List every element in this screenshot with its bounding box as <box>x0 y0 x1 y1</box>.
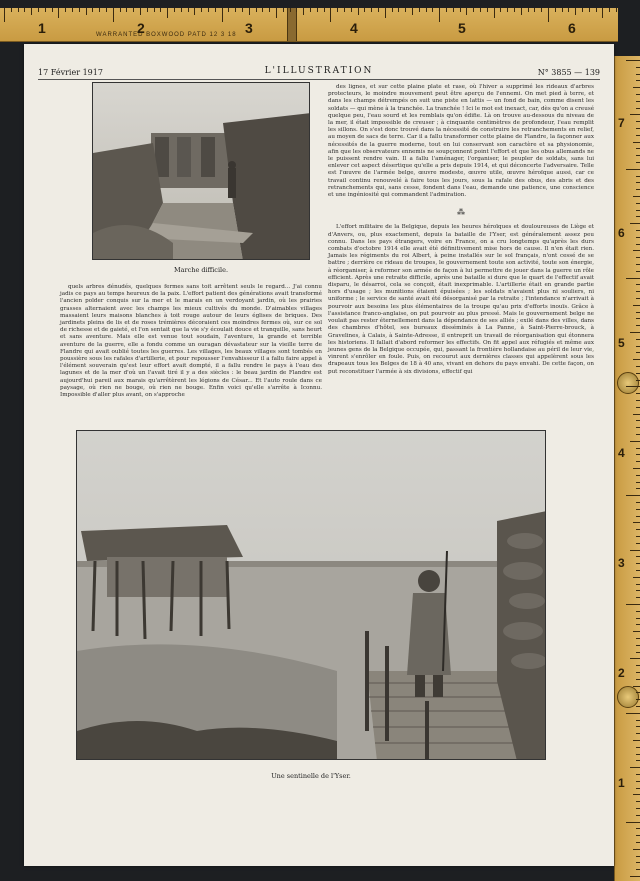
ruler-tick <box>633 142 640 143</box>
paragraph: des lignes, et sur cette plaine plate et rase, où l'hiver a supprimé les rideaux d'arbres protecteurs, le moindre mouvement peut être aperçu de l'ennemi. On met pied à terre, et dans les champs détrempés on suit une piste en lattis — un fond de bain, comme disent les soldats — qui mène à la tranchée. La tranchée ! Ici le mot est inexact, car, dès qu'on a creusé quelque peu, l'eau sourd et les remblais qu'on édifie. Là on trouve au-dessous du niveau de la mer, il était impossible de creuser ; à cinquante centimètres de profondeur, l'eau remplit les sillons. On s'est donc trouvé dans la nécessité de construire les retranchements en relief, au moyen de sacs de terre. Car il a fallu transformer cette plaine de Flandre, la façonner aux nécessités de la guerre moderne, tout en lui conservant son caractère et sa physionomie, afin que les observateurs ennemis ne soupçonnent point l'effort et que les obus allemands ne le puissent rendre vain. Il a fallu l'aménager, l'organiser, le peupler de soldats, sans lui enlever cet aspect désertique qu'elle a pris depuis 1914, et qui déconcerte l'adversaire. Telle est l'œuvre de l'armée belge, œuvre modeste, œuvre utile, œuvre héroïque aussi, car ce travail continu renouvelé à faire tous les jours, sous la rafale des obus, des abris et des retranchements qui, sans cesse, fondent dans l'eau, demande une patience, une conscience et une ingéniosité qui commandent l'admiration. <box>328 84 594 199</box>
ruler-tick <box>633 87 640 88</box>
ruler-tick <box>99 8 100 12</box>
ruler-tick <box>154 8 155 12</box>
top-ruler <box>0 8 618 42</box>
ruler-tick <box>473 8 474 12</box>
ruler-tick <box>514 8 515 12</box>
ruler-tick <box>636 536 640 537</box>
journal-title: L'ILLUSTRATION <box>264 66 374 76</box>
ruler-tick <box>344 8 345 12</box>
ruler-tick <box>596 8 597 12</box>
ruler-hinge <box>287 8 297 42</box>
ruler-tick <box>633 631 640 632</box>
ruler-tick <box>636 94 640 95</box>
ruler-tick <box>633 305 640 306</box>
ruler-tick <box>636 271 640 272</box>
ruler-tick <box>582 8 583 12</box>
ruler-tick <box>636 339 640 340</box>
ruler-tick <box>636 835 640 836</box>
ruler-tick <box>133 8 134 12</box>
ruler-tick <box>140 8 141 15</box>
ruler-tick <box>317 8 318 12</box>
ruler-tick <box>636 815 640 816</box>
ruler-tick <box>636 257 640 258</box>
section-divider-icon: ⁂ <box>457 208 465 218</box>
ruler-tick <box>636 754 640 755</box>
ruler-tick <box>528 8 529 12</box>
ruler-tick <box>351 8 352 12</box>
ruler-tick <box>636 679 640 680</box>
photo-marche-difficile <box>92 82 310 260</box>
ruler-tick <box>636 148 640 149</box>
ruler-tick <box>222 8 223 22</box>
ruler-tick <box>4 8 5 22</box>
ruler-tick <box>636 509 640 510</box>
ruler-number: 1 <box>38 20 46 36</box>
brass-hinge <box>617 686 639 708</box>
ruler-number: 5 <box>458 20 466 36</box>
ruler-tick <box>636 420 640 421</box>
ruler-tick <box>630 332 640 333</box>
ruler-tick <box>636 210 640 211</box>
magazine-page <box>24 44 614 866</box>
ruler-tick <box>636 482 640 483</box>
ruler-tick <box>52 8 53 12</box>
ruler-tick <box>398 8 399 12</box>
ruler-tick <box>636 101 640 102</box>
ruler-tick <box>626 495 640 496</box>
ruler-tick <box>18 8 19 12</box>
ruler-tick <box>426 8 427 12</box>
ruler-tick <box>358 8 359 15</box>
ruler-tick <box>636 488 640 489</box>
photo-sentinelle-yser <box>76 430 546 760</box>
ruler-tick <box>636 203 640 204</box>
ruler-tick <box>636 176 640 177</box>
ruler-tick <box>534 8 535 12</box>
paragraph: quels arbres dénudés, quelques fermes sans toit arrêtent seuls le regard... J'ai connu jadis ce pays au temps heureux de la paix. L'effort patient des générations avait transformé l'ancien polder conquis sur la mer et le marais en un verdoyant jardin, où les prairies grasses alternaient avec les champs les mieux cultivés du monde. D'aimables villages massaient leurs maisons blanches à toit rouge autour de leurs églises de briques. Des jardinets pleins de lis et de roses trémières décoraient ces moindres fermes où, sur ce sol de richesse et de gaieté, et l'on sentait que la vie s'y écoulait douce et tranquille, sans heurt et sans aventure. Mais elle est venue tout soudain, l'aventure, la grande et terrible aventure de la guerre, elle a fondu comme un ouragan dévastateur sur la vieille terre de Flandre qui avait oublié toutes les guerres. Les villages, les beaux villages sont tombés en poussière sous les rafales d'artillerie, et pour repousser l'envahisseur il a fallu faire appel à l'élément souverain qu'est leur effort avait dompté, il a fallu rendre le pays à l'eau des lagunes et de la mer d'où un l'avait tiré il y a des siècles : le beau jardin de Flandre est aujourd'hui pareil aux marais qu'arrêtèrent les légions de César... Et l'auto roule dans ce paysage, où rien ne bouge, où rien ne bouge. Enfin voici qu'elle s'arrête à Iconnu. Impossible d'aller plus avant, on s'approche <box>60 284 322 399</box>
ruler-tick <box>494 8 495 18</box>
ruler-tick <box>636 312 640 313</box>
ruler-tick <box>181 8 182 12</box>
ruler-number: 5 <box>618 336 625 350</box>
ruler-tick <box>636 747 640 748</box>
ruler-tick <box>147 8 148 12</box>
ruler-tick <box>636 461 640 462</box>
ruler-tick <box>636 155 640 156</box>
ruler-tick <box>636 733 640 734</box>
ruler-tick <box>636 652 640 653</box>
ruler-number: 3 <box>618 556 625 570</box>
ruler-tick <box>636 665 640 666</box>
ruler-tick <box>630 441 640 442</box>
ruler-tick <box>626 386 640 387</box>
ruler-tick <box>215 8 216 12</box>
ruler-tick <box>636 502 640 503</box>
ruler-tick <box>630 767 640 768</box>
ruler-tick <box>378 8 379 12</box>
ruler-tick <box>633 849 640 850</box>
ruler-tick <box>602 8 603 18</box>
ruler-tick <box>636 720 640 721</box>
ruler-tick <box>507 8 508 12</box>
ruler-tick <box>235 8 236 12</box>
ruler-tick <box>636 121 640 122</box>
ruler-tick <box>636 264 640 265</box>
ruler-tick <box>636 475 640 476</box>
ruler-tick <box>636 516 640 517</box>
ruler-tick <box>79 8 80 12</box>
ruler-tick <box>242 8 243 12</box>
ruler-tick <box>636 828 640 829</box>
ruler-tick <box>466 8 467 15</box>
ruler-tick <box>555 8 556 12</box>
ruler-tick <box>633 577 640 578</box>
ruler-tick <box>636 182 640 183</box>
paragraph: L'effort militaire de la Belgique, depuis les heures héroïques et douloureuses de Liège et d'Anvers, ou, plus exactement, depuis la bataille de l'Yser, est généralement assez peu connu. Dans les pays étrangers, voire en France, on a cru longtemps qu'après les durs combats d'octobre 1914 elle avait été définitivement mise hors de cause. Il n'en était rien. Jamais les régiments du roi Albert, à peine installés sur le sol français, n'ont cessé de se battre ; derrière ce rideau de troupes, le gouvernement toute son activité, toute son énergie, à réorganiser, à reformer son armée de façon à lui permettre de jouer dans la guerre un rôle efficient. Après une retraite difficile, après une bataille si dure que le quart de l'effectif avait disparu, le désarroi, cela se conçoit, était inexprimable. L'artillerie était en grande partie hors d'usage ; les munitions étaient épuisées ; les soldats n'avaient plus ni souliers, ni uniforme ; le service de santé avait été désorganisé par la retraite ; l'intendance n'arrivait à pourvoir aux besoins les plus élémentaires de la troupe qu'au prix d'efforts inouïs. Grâce à l'assistance franco-anglaise, on put pourvoir au plus pressé. Mais le gouvernement belge ne voulait pas rester éternellement dans la dépendance de ses alliés ; exilé dans des villes, dans des chambres d'hôtel, ses bureaux disséminés à La Panne, à Saint-Pierre-brouck, à Gravelines, à Calais, à Sainte-Adresse, il entreprit un travail de réorganisation qui étonnera les historiens. Il fallait d'abord reformer les effectifs. On fit appel aux réfugiés et même aux jeunes gens de la Belgique occupée, qui, passant la frontière hollandaise au péril de leur vie, vinrent s'enrôler en foule. Puis, on recourut aux dernières classes qui appelèrent sous les drapeaux tous les Belges de 18 à 40 ans, vivant en dehors du pays envahi. De cette façon, on put reconstituer l'armée à six divisions, effectif qui <box>328 224 594 375</box>
ruler-tick <box>460 8 461 12</box>
ruler-tick <box>201 8 202 12</box>
ruler-tick <box>636 380 640 381</box>
ruler-tick <box>636 400 640 401</box>
ruler-tick <box>364 8 365 12</box>
ruler-tick <box>541 8 542 12</box>
ruler-tick <box>113 8 114 22</box>
ruler-tick <box>633 414 640 415</box>
ruler-tick <box>337 8 338 12</box>
ruler-tick <box>92 8 93 12</box>
ruler-tick <box>65 8 66 12</box>
ruler-tick <box>86 8 87 15</box>
ruler-tick <box>633 794 640 795</box>
ruler-tick <box>439 8 440 22</box>
text-column-left <box>60 284 322 399</box>
ruler-tick <box>630 223 640 224</box>
ruler-tick <box>208 8 209 12</box>
ruler-tick <box>453 8 454 12</box>
ruler-tick <box>500 8 501 12</box>
ruler-tick <box>626 604 640 605</box>
ruler-tick <box>636 760 640 761</box>
ruler-tick <box>636 529 640 530</box>
ruler-tick <box>249 8 250 15</box>
ruler-tick <box>636 726 640 727</box>
ruler-tick <box>636 808 640 809</box>
ruler-tick <box>24 8 25 12</box>
ruler-tick <box>636 162 640 163</box>
ruler-number: 2 <box>618 666 625 680</box>
ruler-brand: WARRANTED BOXWOOD PATD 12 3 18 <box>96 32 237 38</box>
ruler-tick <box>72 8 73 12</box>
ruler-tick <box>636 856 640 857</box>
ruler-tick <box>636 237 640 238</box>
text-column-right <box>328 84 594 376</box>
ruler-tick <box>636 80 640 81</box>
ruler-tick <box>636 284 640 285</box>
ruler-tick <box>38 8 39 12</box>
ruler-tick <box>480 8 481 12</box>
ruler-tick <box>385 8 386 18</box>
ruler-tick <box>126 8 127 12</box>
ruler-tick <box>120 8 121 12</box>
ruler-tick <box>160 8 161 12</box>
ruler-tick <box>633 359 640 360</box>
ruler-tick <box>636 774 640 775</box>
ruler-number: 4 <box>350 20 358 36</box>
ruler-tick <box>636 706 640 707</box>
ruler-tick <box>194 8 195 15</box>
ruler-tick <box>575 8 576 15</box>
right-ruler <box>614 56 640 881</box>
ruler-tick <box>626 169 640 170</box>
ruler-tick <box>487 8 488 12</box>
ruler-tick <box>636 189 640 190</box>
ruler-tick <box>636 781 640 782</box>
issue-date: 17 Février 1917 <box>38 68 103 77</box>
ruler-tick <box>636 407 640 408</box>
ruler-tick <box>256 8 257 12</box>
ruler-number: 4 <box>618 446 625 460</box>
ruler-tick <box>636 788 640 789</box>
ruler-tick <box>568 8 569 12</box>
ruler-tick <box>636 869 640 870</box>
ruler-tick <box>548 8 549 22</box>
ruler-tick <box>630 876 640 877</box>
ruler-tick <box>630 658 640 659</box>
ruler-tick <box>636 645 640 646</box>
ruler-tick <box>616 8 617 12</box>
ruler-number: 7 <box>618 116 625 130</box>
ruler-tick <box>636 448 640 449</box>
ruler-tick <box>324 8 325 12</box>
ruler-tick <box>636 692 640 693</box>
ruler-tick <box>405 8 406 12</box>
ruler-tick <box>636 67 640 68</box>
ruler-tick <box>626 713 640 714</box>
ruler-tick <box>636 244 640 245</box>
ruler-tick <box>392 8 393 12</box>
ruler-tick <box>303 8 304 15</box>
ruler-tick <box>636 128 640 129</box>
ruler-tick <box>636 842 640 843</box>
ruler-tick <box>636 298 640 299</box>
ruler-tick <box>106 8 107 12</box>
ruler-tick <box>626 278 640 279</box>
ruler-tick <box>636 325 640 326</box>
brass-hinge <box>617 372 639 394</box>
ruler-tick <box>626 60 640 61</box>
ruler-tick <box>174 8 175 12</box>
ruler-tick <box>283 8 284 12</box>
ruler-tick <box>446 8 447 12</box>
ruler-tick <box>636 318 640 319</box>
ruler-tick <box>636 801 640 802</box>
ruler-tick <box>636 638 640 639</box>
ruler-tick <box>636 74 640 75</box>
ruler-tick <box>262 8 263 12</box>
ruler-tick <box>636 352 640 353</box>
ruler-tick <box>633 522 640 523</box>
ruler-tick <box>636 570 640 571</box>
ruler-tick <box>636 427 640 428</box>
ruler-tick <box>636 563 640 564</box>
ruler-tick <box>636 618 640 619</box>
ruler-tick <box>636 366 640 367</box>
ruler-tick <box>633 740 640 741</box>
ruler-tick <box>636 454 640 455</box>
page-header <box>38 58 600 80</box>
ruler-tick <box>636 373 640 374</box>
ruler-tick <box>630 114 640 115</box>
ruler-tick <box>296 8 297 12</box>
ruler-tick <box>11 8 12 12</box>
ruler-tick <box>636 216 640 217</box>
ruler-tick <box>636 597 640 598</box>
ruler-tick <box>633 250 640 251</box>
ruler-tick <box>636 543 640 544</box>
ruler-tick <box>188 8 189 12</box>
ruler-tick <box>636 590 640 591</box>
ruler-tick <box>521 8 522 15</box>
ruler-tick <box>276 8 277 18</box>
ruler-tick <box>412 8 413 15</box>
ruler-tick <box>633 468 640 469</box>
ruler-tick <box>330 8 331 22</box>
ruler-tick <box>636 611 640 612</box>
ruler-tick <box>636 434 640 435</box>
top-photo-caption: Marche difficile. <box>173 266 229 274</box>
ruler-tick <box>633 196 640 197</box>
ruler-number: 3 <box>245 20 253 36</box>
page-number: N° 3855 — 139 <box>537 68 600 77</box>
ruler-tick <box>269 8 270 12</box>
ruler-tick <box>636 556 640 557</box>
ruler-tick <box>290 8 291 12</box>
ruler-tick <box>636 699 640 700</box>
ruler-tick <box>636 862 640 863</box>
ruler-tick <box>636 108 640 109</box>
ruler-number: 1 <box>618 776 625 790</box>
ruler-tick <box>636 584 640 585</box>
ruler-tick <box>310 8 311 12</box>
ruler-number: 6 <box>618 226 625 240</box>
bottom-photo-caption: Une sentinelle de l'Yser. <box>271 772 351 780</box>
ruler-tick <box>31 8 32 15</box>
ruler-tick <box>371 8 372 12</box>
ruler-tick <box>45 8 46 12</box>
ruler-tick <box>167 8 168 18</box>
ruler-tick <box>228 8 229 12</box>
ruler-tick <box>626 822 640 823</box>
ruler-tick <box>636 672 640 673</box>
ruler-tick <box>58 8 59 18</box>
ruler-tick <box>636 291 640 292</box>
ruler-tick <box>636 135 640 136</box>
ruler-tick <box>633 686 640 687</box>
ruler-tick <box>636 624 640 625</box>
ruler-tick <box>589 8 590 12</box>
ruler-tick <box>636 230 640 231</box>
ruler-number: 2 <box>137 20 145 36</box>
ruler-tick <box>419 8 420 12</box>
ruler-tick <box>630 550 640 551</box>
ruler-tick <box>636 346 640 347</box>
ruler-number: 6 <box>568 20 576 36</box>
ruler-tick <box>562 8 563 12</box>
ruler-tick <box>432 8 433 12</box>
ruler-tick <box>636 393 640 394</box>
ruler-tick <box>609 8 610 12</box>
